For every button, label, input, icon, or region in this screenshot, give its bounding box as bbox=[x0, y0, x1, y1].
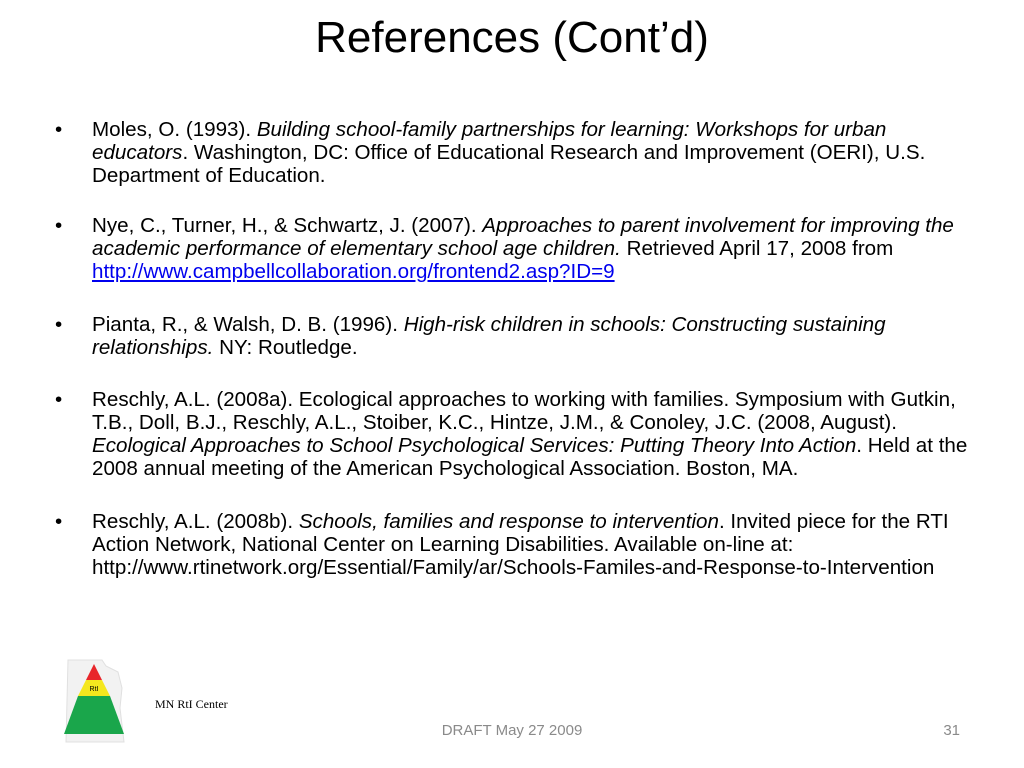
reference-item bbox=[55, 214, 975, 283]
reference-item bbox=[55, 313, 975, 359]
reference-item bbox=[55, 388, 975, 480]
reference-title: Approaches to parent involvement for improving the academic performance of elementary school age children. bbox=[92, 214, 954, 260]
reference-text: Retrieved April 17, 2008 from bbox=[620, 237, 894, 260]
reference-item bbox=[55, 510, 975, 579]
reference-text: . Invited piece for the RTI Action Network, National Center on Learning Disabilities. Available on-line at: http://www.rtinetwork.org/Essential/Family/ar/Schools-Familes-and-Response-to-Intervention bbox=[92, 510, 949, 579]
reference-text: Nye, C., Turner, H., & Schwartz, J. (2007). bbox=[92, 214, 483, 237]
reference-title: Building school-family partnerships for learning: Workshops for urban educators bbox=[92, 118, 887, 164]
reference-text: Moles, O. (1993). bbox=[92, 118, 257, 141]
reference-title: Schools, families and response to intervention bbox=[298, 510, 719, 533]
slide-number: 31 bbox=[943, 722, 960, 739]
reference-text: Reschly, A.L. (2008b). bbox=[92, 510, 299, 533]
reference-text: Reschly, A.L. (2008a). Ecological approaches to working with families. Symposium with Gutkin, T.B., Doll, B.J., Reschly, A.L., Stoiber, K.C., Hintze, J.M., & Conoley, J.C. (2008, August). bbox=[92, 388, 956, 434]
slide-title: References (Cont’d) bbox=[315, 13, 709, 62]
reference-text: NY: Routledge. bbox=[213, 336, 358, 359]
reference-item bbox=[55, 118, 975, 187]
reference-link[interactable]: http://www.campbellcollaboration.org/frontend2.asp?ID=9 bbox=[92, 260, 615, 283]
reference-text: . Held at the 2008 annual meeting of the American Psychological Association. Boston, MA. bbox=[92, 434, 968, 480]
reference-title: High-risk children in schools: Constructing sustaining relationships. bbox=[92, 313, 886, 359]
reference-list bbox=[55, 118, 975, 606]
reference-text: Pianta, R., & Walsh, D. B. (1996). bbox=[92, 313, 404, 336]
reference-text: . Washington, DC: Office of Educational Research and Improvement (OERI), U.S. Department of Education. bbox=[92, 141, 926, 187]
footer-date: DRAFT May 27 2009 bbox=[441, 722, 583, 739]
reference-title: Ecological Approaches to School Psychological Services: Putting Theory Into Action bbox=[92, 434, 857, 457]
logo-label: MN RtI Center bbox=[155, 697, 228, 711]
logo-text: RtI bbox=[89, 686, 99, 693]
